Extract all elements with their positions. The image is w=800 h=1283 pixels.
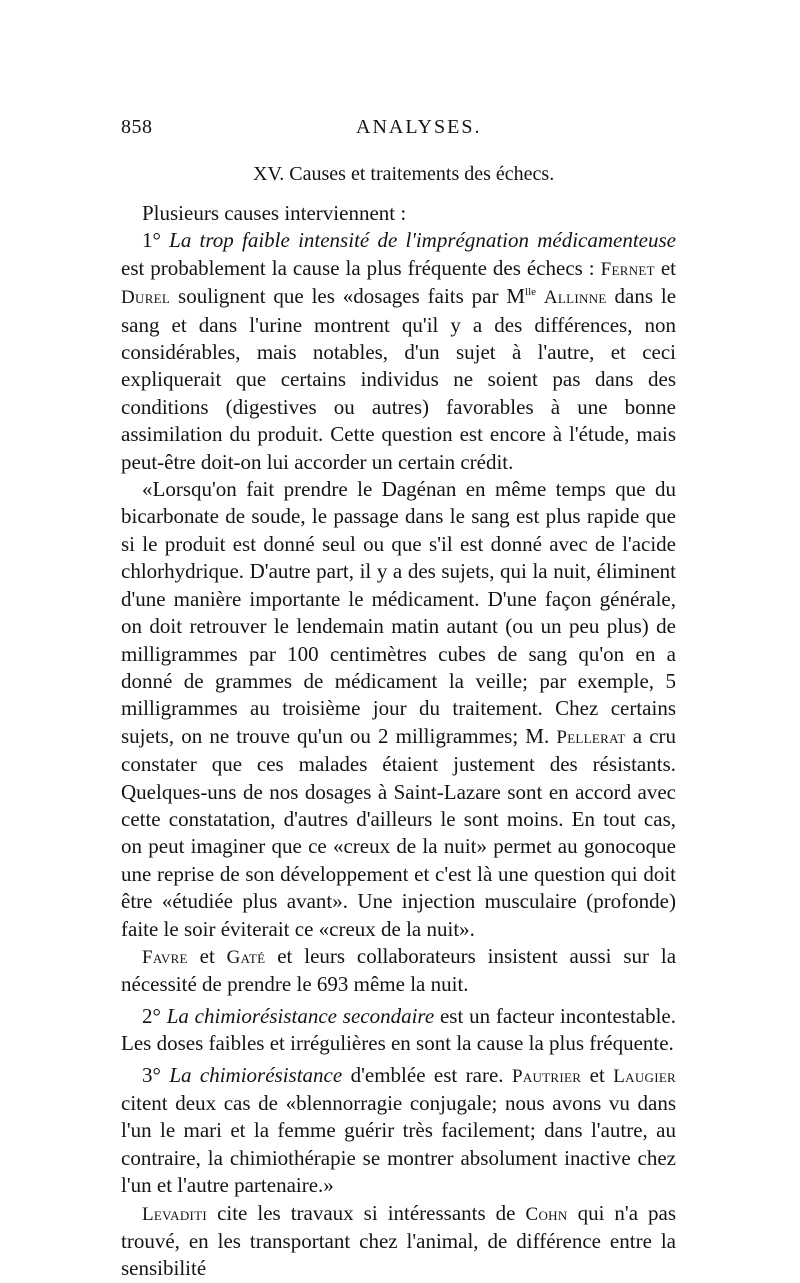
author-name: Fernet: [600, 258, 655, 280]
intro-paragraph: [121, 200, 676, 227]
item-heading: La chimiorésistance secondaire: [166, 1003, 435, 1028]
text-run: citent deux cas de «blennorragie conjugale; nous avons vu dans l'un le mari et la femme guérir très facilement; dans l'autre, au contraire, la chimiothérapie se montrer absolument inactive chez l'un et l'autre partenaire.»: [121, 1091, 676, 1198]
text-run: et leurs collaborateurs insistent aussi sur la nécessité de prendre le 693 même la nuit.: [121, 943, 677, 997]
item-number: 1°: [142, 228, 161, 253]
paragraph-1: [121, 227, 676, 476]
text-run: qui n'a pas trouvé, en les transportant chez l'animal, de différence entre la sensibilité: [121, 1200, 677, 1281]
paragraph-3: [121, 943, 676, 999]
author-name: Levaditi: [142, 1203, 208, 1225]
text-run: d'emblée est rare.: [350, 1062, 504, 1087]
text-run: dans le sang et dans l'urine montrent qu'il y a des différences, non considérables, mais notables, d'un sujet à l'autre, et ceci expliquerait que certains individus ne soient pas dans des conditions (digestives ou autres) favorables à une bonne assimilation du produit. Cette question est encore à l'étude, mais peut-être doit-on lui accorder un certain crédit.: [121, 284, 677, 474]
item-heading: La trop faible intensité de l'imprégnation médicamenteuse: [169, 228, 677, 253]
text-run: et: [660, 255, 677, 280]
text-run: soulignent que les «dosages faits par M: [178, 284, 526, 309]
text-run: est un facteur incontestable. Les doses faibles et irrégulières en sont la cause la plus fréquente.: [121, 1003, 676, 1056]
text-run: «Lorsqu'on fait prendre le Dagénan en même temps que du bicarbonate de soude, le passage dans le sang est plus rapide que si le produit est donné seul ou que s'il est donné avec de l'acide chlorhydrique. D'autre part, il y a des sujets, qui la nuit, éliminent d'une manière importante le médicament. D'une façon générale, on doit retrouver le lendemain matin autant (ou un peu plus) de milligrammes par 100 centimètres cubes de sang qu'on en a donné de grammes de médicament la veille; par exemple, 5 milligrammes au troisième jour du traitement. Chez certains sujets, on ne trouve qu'un ou 2 milligrammes; M.: [121, 477, 676, 748]
item-number: 3°: [142, 1062, 161, 1087]
paragraph-4: [121, 1003, 676, 1058]
author-name: Favre: [142, 946, 188, 968]
paragraph-6: [121, 1200, 676, 1283]
running-title: ANALYSES.: [356, 116, 482, 138]
author-name: Cohn: [525, 1203, 568, 1225]
item-number: 2°: [142, 1003, 161, 1028]
body-text: [121, 200, 676, 1283]
page-number: 858: [121, 116, 153, 138]
text-run: est probablement la cause la plus fréquente des échecs :: [121, 255, 595, 280]
item-heading: La chimiorésistance: [169, 1062, 343, 1087]
text-run: et: [199, 943, 215, 968]
paragraph-2: [121, 476, 676, 943]
text-run: cite les travaux si intéressants de: [217, 1200, 516, 1225]
author-name: Durel: [121, 287, 171, 309]
author-name: Pautrier: [511, 1065, 582, 1087]
author-name: Laugier: [613, 1065, 677, 1087]
text-run: et: [589, 1062, 605, 1087]
paragraph-5: [121, 1062, 676, 1200]
author-name: Gaté: [226, 946, 266, 968]
section-title: XV. Causes et traitements des échecs.: [253, 163, 555, 185]
author-name: Allinne: [543, 287, 607, 309]
superscript: lle: [525, 286, 537, 299]
text-run: a cru constater que ces malades étaient justement des résistants. Quelques-uns de nos dosages à Saint-Lazare sont en accord avec cette constatation, d'autres d'ailleurs le sont moins. En tout cas, on peut imaginer que ce «creux de la nuit» permet au gonocoque une reprise de son développement et c'est là une question qui doit être «étudiée plus avant». Une injection musculaire (profonde) faite le soir éviterait ce «creux de la nuit».: [121, 723, 677, 941]
author-name: Pellerat: [556, 726, 626, 748]
intro-text: Plusieurs causes interviennent :: [142, 201, 407, 225]
page-header: [121, 116, 673, 146]
